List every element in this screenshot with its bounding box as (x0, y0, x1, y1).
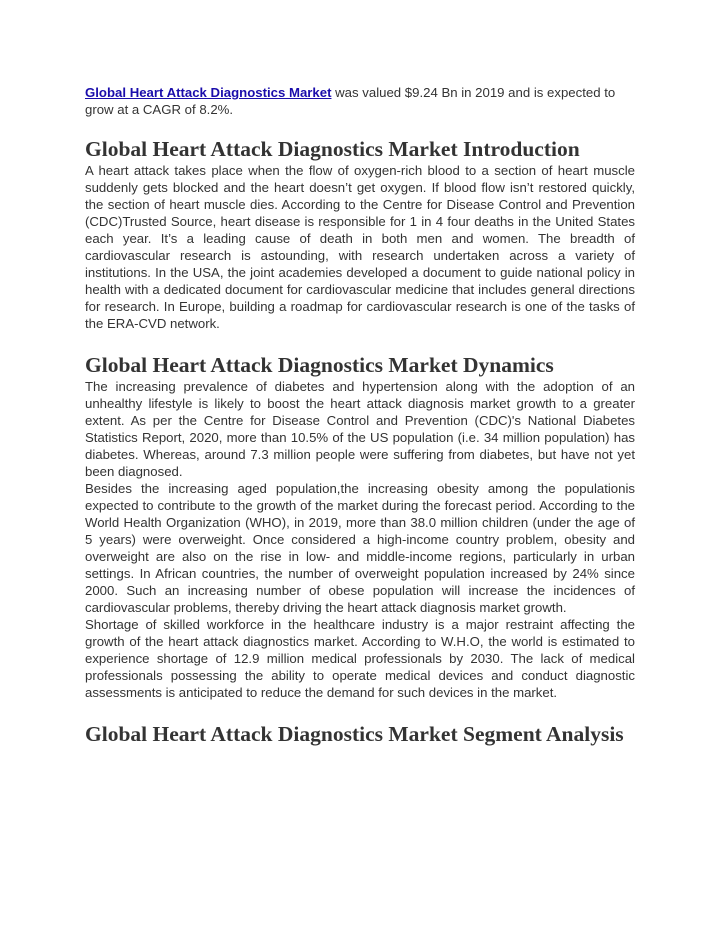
dynamics-paragraph-obesity: Besides the increasing aged population,the increasing obesity among the populationis expected to contribute to the growth of the market during the forecast period. According to the World Health Organization (WHO), in 2019, more than 38.0 million children (under the age of 5 years) were overweight. Once considered a high-income country problem, obesity and overweight are also on the rise in low- and middle-income regions, particularly in urban settings. In African countries, the number of overweight population increased by 24% since 2000. Such an increasing number of obese population will increase the incidences of cardiovascular problems, thereby driving the heart attack diagnosis market growth. (85, 481, 635, 615)
market-report-link[interactable]: Global Heart Attack Diagnostics Market (85, 85, 332, 100)
dynamics-paragraph-workforce: Shortage of skilled workforce in the healthcare industry is a major restraint affecting the growth of the heart attack diagnostics market. According to W.H.O, the world is estimated to experience shortage of 12.9 million medical professionals by 2030. The lack of medical professionals possessing the ability to operate medical devices and conduct diagnostic assessments is anticipated to reduce the demand for such devices in the market. (85, 617, 635, 700)
intro-text: was valued $9.24 Bn in 2019 and is expected to grow at a CAGR of 8.2%. (85, 85, 616, 117)
introduction-paragraph: A heart attack takes place when the flow of oxygen-rich blood to a section of heart muscle suddenly gets blocked and the heart doesn’t get oxygen. If blood flow isn’t restored quickly, the section of heart muscle dies. According to the Centre for Disease Control and Prevention (CDC)Trusted Source, heart disease is responsible for 1 in 4 four deaths in the United States each year. It’s a leading cause of death in both men and women. The breadth of cardiovascular research is astounding, with research undertaken across a variety of institutions. In the USA, the joint academies developed a document to guide national policy in health with a dedicated document for cardiovascular medicine that includes general directions for research. In Europe, building a roadmap for cardiovascular research is one of the tasks of the ERA-CVD network. (85, 163, 635, 331)
document-page (85, 84, 635, 747)
intro-paragraph (85, 84, 635, 118)
heading-segment-analysis: Global Heart Attack Diagnostics Market Segment Analysis (85, 722, 624, 746)
heading-introduction: Global Heart Attack Diagnostics Market Introduction (85, 137, 580, 161)
dynamics-paragraph-diabetes: The increasing prevalence of diabetes and hypertension along with the adoption of an unhealthy lifestyle is likely to boost the heart attack diagnosis market growth to a greater extent. As per the Centre for Disease Control and Prevention (CDC)'s National Diabetes Statistics Report, 2020, more than 10.5% of the US population (i.e. 34 million population) has diabetes. Whereas, around 7.3 million people were suffering from diabetes, but have not yet been diagnosed. (85, 379, 635, 479)
heading-dynamics: Global Heart Attack Diagnostics Market Dynamics (85, 353, 554, 377)
